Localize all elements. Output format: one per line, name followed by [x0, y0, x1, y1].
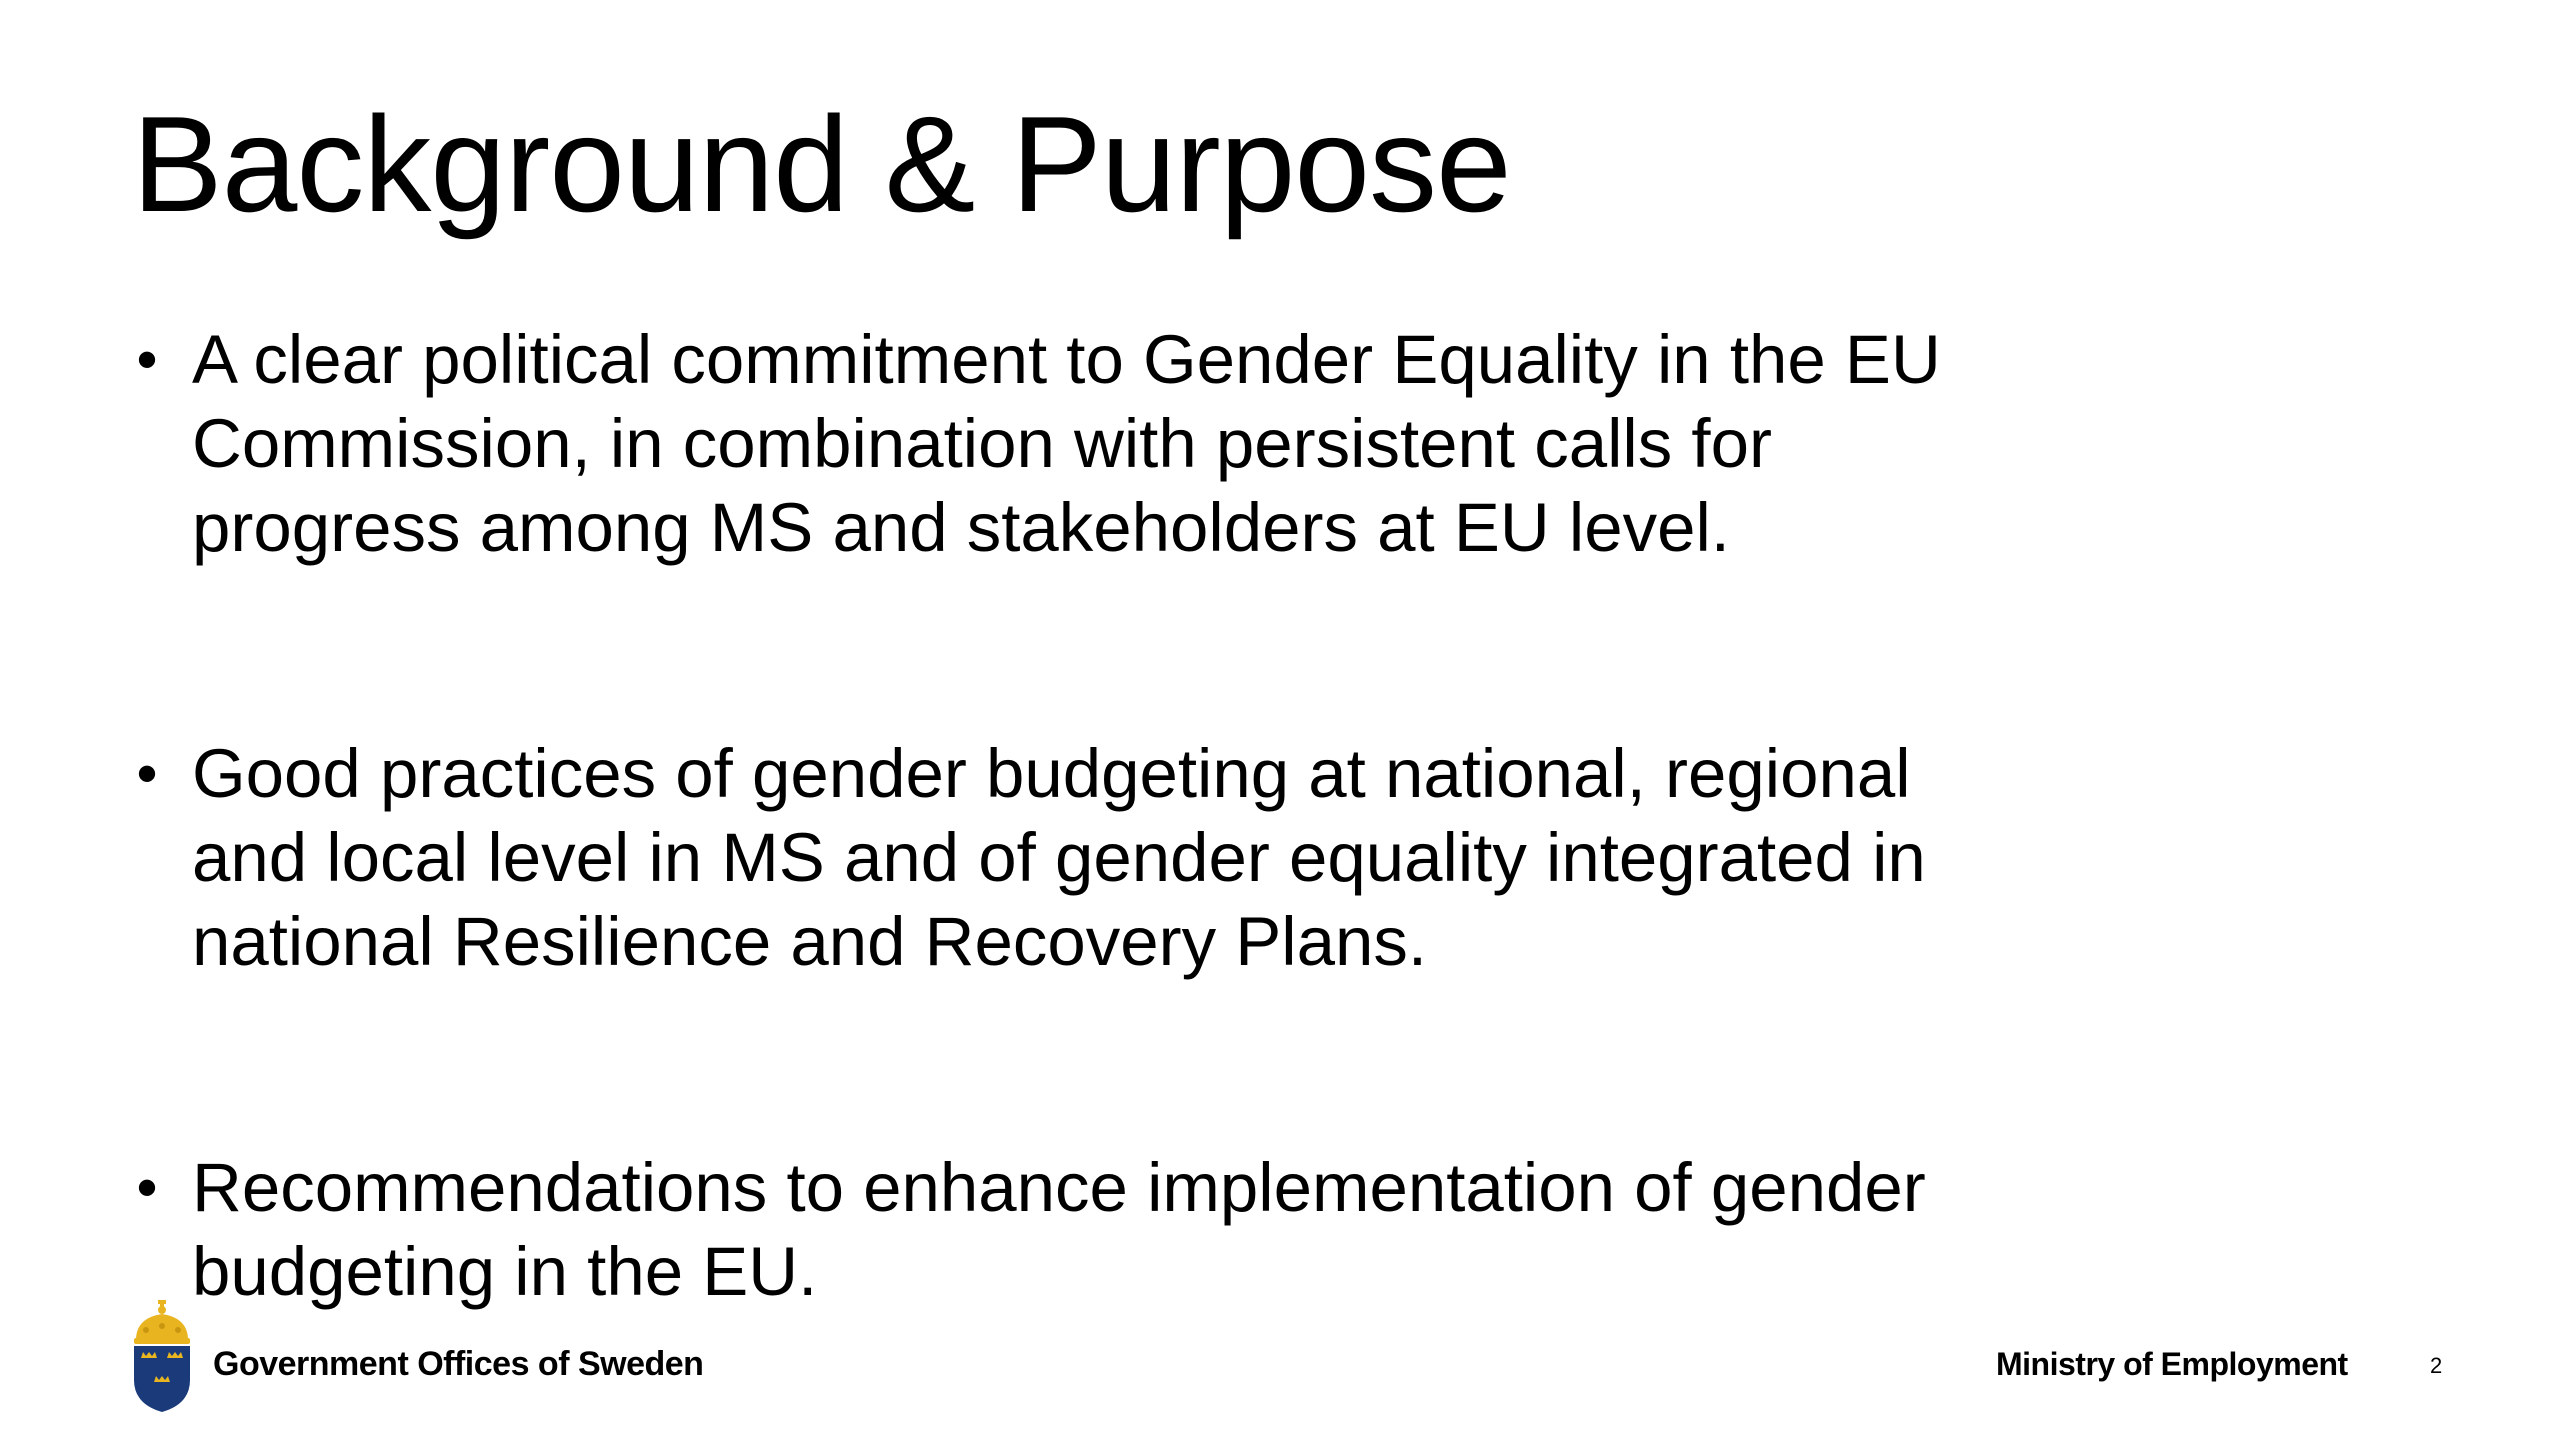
slide-footer — [0, 1300, 2560, 1420]
swedish-crown-shield-icon — [132, 1300, 192, 1412]
bullet-icon: • — [136, 740, 158, 807]
organization-name: Government Offices of Sweden — [213, 1345, 704, 1383]
bullet-text: Good practices of gender budgeting at national, regional and local level in MS and of gender equality integrated in national Resilience and Recovery Plans. — [192, 735, 1926, 980]
bullet-text: Recommendations to enhance implementation of gender budgeting in the EU. — [192, 1149, 1926, 1310]
bullet-icon: • — [136, 1154, 158, 1221]
bullet-icon: • — [136, 326, 158, 393]
slide-title: Background & Purpose — [132, 88, 1511, 240]
page-number: 2 — [2430, 1353, 2443, 1378]
bullet-item — [132, 318, 2032, 570]
bullet-item — [132, 732, 2032, 984]
ministry-name: Ministry of Employment — [1996, 1346, 2348, 1382]
bullet-text: A clear political commitment to Gender Equality in the EU Commission, in combination with persistent calls for progress among MS and stakeholders at EU level. — [192, 321, 1941, 566]
bullet-item — [132, 1146, 2032, 1314]
bullet-list — [132, 318, 2032, 1314]
